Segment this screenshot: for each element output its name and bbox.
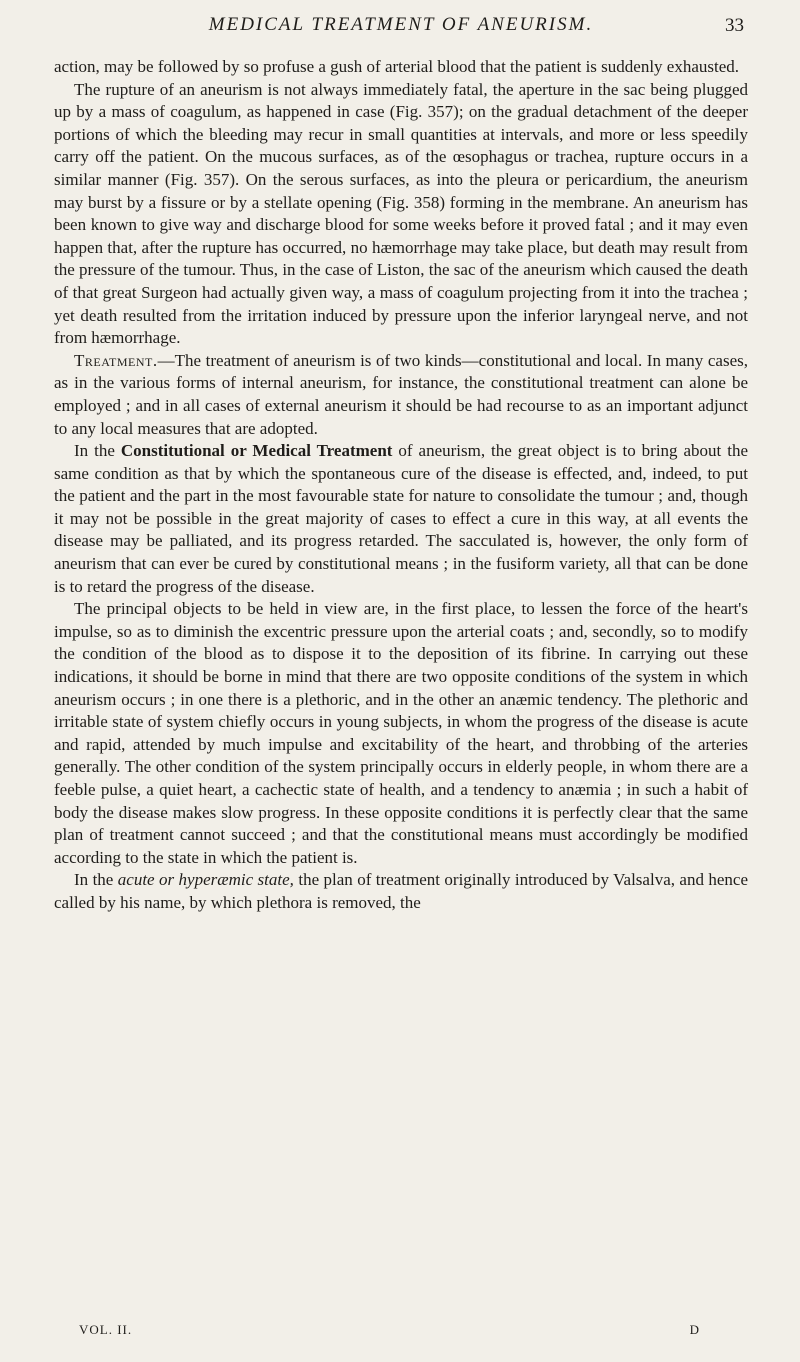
page-header (54, 0, 748, 46)
paragraph-2: The rupture of an aneurism is not always immediately fatal, the aperture in the sac being plugged up by a mass of coagulum, as happened in case (Fig. 357); on the gradual detachment of the deeper portions of which the bleeding may recur in small quantities at intervals, and more or less speedily carry off the patient. On the mucous surfaces, as of the œsophagus or trachea, rupture occurs in a similar manner (Fig. 357). On the serous surfaces, as into the pleura or pericardium, the aneurism may burst by a fissure or by a stellate opening (Fig. 358) forming in the membrane. An aneurism has been known to give way and discharge blood for some weeks before it proved fatal ; and it may even happen that, after the rupture has occurred, no hæmorrhage may take place, but death may result from the pressure of the tumour. Thus, in the case of Liston, the sac of the aneurism which caused the death of that great Surgeon had actually given way, a mass of coagulum projecting from it into the trachea ; yet death resulted from the irritation induced by pressure upon the inferior laryngeal nerve, and not from hæmorrhage. (54, 79, 748, 348)
paragraph-5: The principal objects to be held in view are, in the first place, to lessen the force of the heart's impulse, so as to diminish the excentric pressure upon the arterial coats ; and, secondly, so to modify the condition of the blood as to dispose it to the deposition of its fibrine. In carrying out these indications, it should be borne in mind that there are two opposite conditions of the system in which aneurism occurs ; in one there is a plethoric, and in the other an anæmic tendency. The plethoric and irritable state of system chiefly occurs in young subjects, in whom the progress of the disease is acute and rapid, attended by much impulse and excitability of the heart, and throbbing of the arteries generally. The other condition of the system principally occurs in elderly people, in whom there are a feeble pulse, a quiet heart, a cachectic state of health, and a tendency to anæmia ; in such a habit of body the disease makes slow progress. In these opposite conditions it is perfectly clear that the same plan of treatment cannot succeed ; and that the constitutional means must accordingly be modified according to the state in which the patient is. (54, 599, 748, 867)
paragraph-4: In the Constitutional or Medical Treatment of aneurism, the great object is to bring about the same condition as that by which the spontaneous cure of the disease is effected, and, indeed, to put the patient and the part in the most favourable state for nature to consolidate the tumour ; and, though it may not be possible in the great majority of cases to effect a cure in this way, at all events the disease may be palliated, and its progress retarded. The sacculated is, however, the only form of aneurism that can ever be cured by constitutional means ; in the fusiform variety, all that can be done is to retard the progress of the disease. (54, 441, 749, 596)
volume-label: VOL. II. (79, 1322, 133, 1337)
paragraph-6: In the acute or hyperæmic state, the plan of treatment originally introduced by Valsalva, and hence called by his name, by which plethora is removed, the (54, 870, 749, 912)
section-heading-constitutional: Constitutional or Medical Treatment (120, 441, 393, 461)
page-number: 33 (725, 15, 744, 36)
paragraph-3: Treatment.—The treatment of aneurism is of two kinds—constitutional and local. In many cases, as in the various forms of internal aneurism, for instance, the constitutional treatment can alone be employed ; and in all cases of external aneurism it should be had recourse to as an important adjunct to any local measures that are adopted. (54, 350, 748, 438)
italic-acute-state: acute or hyperæmic state, (117, 870, 294, 890)
body-text (54, 56, 748, 915)
paragraph-1: action, may be followed by so profuse a gush of arterial blood that the patient is suddenly exhausted. (54, 57, 740, 76)
running-title: MEDICAL TREATMENT OF ANEURISM. (208, 14, 594, 35)
signature-mark: D (689, 1322, 700, 1337)
section-heading-treatment: Treatment. (74, 350, 158, 370)
page-footer (79, 1322, 700, 1338)
